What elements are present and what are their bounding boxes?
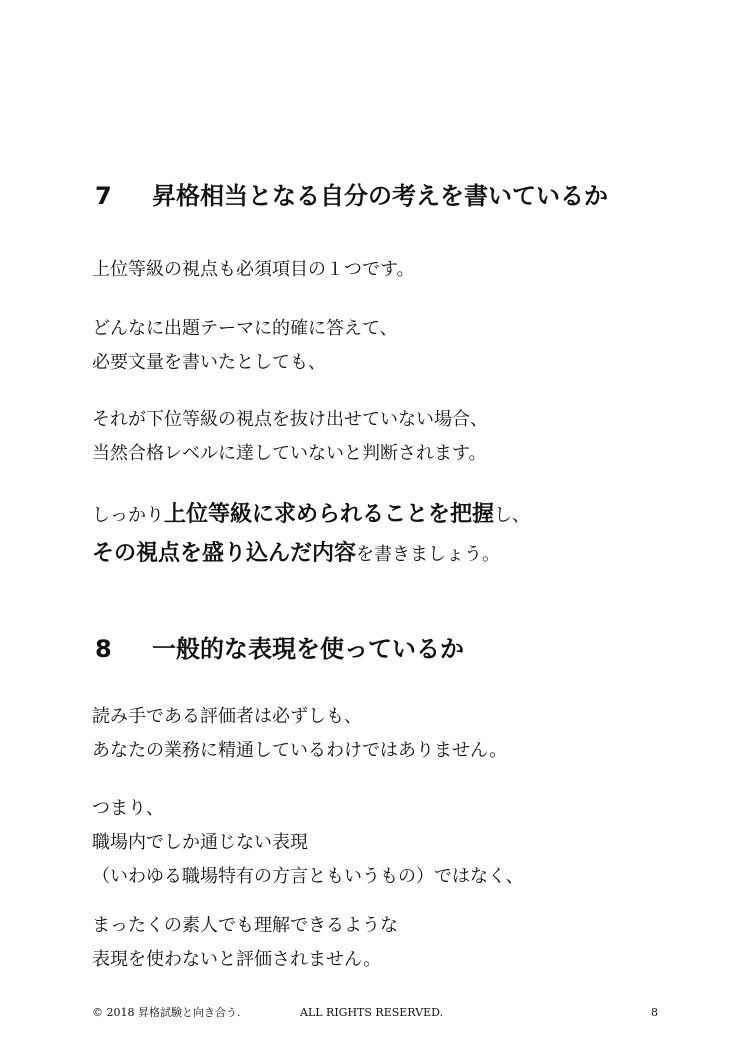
section-8-heading	[95, 633, 464, 665]
plain-text: しっかり	[92, 505, 164, 526]
section-8-number: 8	[95, 635, 112, 663]
section-7-paragraph-1	[92, 253, 415, 287]
bold-text: 上位等級に求められることを把握	[164, 502, 495, 527]
text-line: （いわゆる職場特有の方言ともいうもの）ではなく、	[92, 866, 524, 887]
section-8-paragraph-2	[92, 792, 524, 894]
section-8-paragraph-3	[92, 909, 398, 977]
section-7-paragraph-3	[92, 403, 488, 471]
emphasis-line-1	[92, 496, 530, 535]
footer-rights: ALL RIGHTS RESERVED.	[300, 1006, 444, 1019]
section-7-heading	[95, 180, 608, 212]
text-line: つまり、	[92, 798, 164, 819]
text-line: まったくの素人でも理解できるような	[92, 915, 398, 936]
text-line: どんなに出題テーマに的確に答えて、	[92, 318, 398, 339]
text-line: 当然合格レベルに達していないと判断されます。	[92, 443, 487, 464]
footer-copyright: © 2018 昇格試験と向き合う.	[92, 1006, 241, 1019]
plain-text: し、	[494, 505, 531, 526]
plain-text: を書きましょう。	[356, 544, 501, 565]
text-line: それが下位等級の視点を抜け出せていない場合、	[92, 409, 488, 430]
text-line: 表現を使わないと評価されません。	[92, 949, 382, 970]
page-number: 8	[651, 1006, 658, 1019]
section-7-paragraph-2	[92, 312, 398, 380]
section-8-title: 一般的な表現を使っているか	[152, 635, 464, 663]
text-line: 必要文量を書いたとしても、	[92, 352, 326, 373]
section-8-paragraph-1	[92, 700, 507, 768]
text-line: あなたの業務に精通しているわけではありません。	[92, 740, 508, 761]
emphasis-line-2	[92, 535, 530, 574]
section-7-emphasis-paragraph	[92, 496, 530, 574]
text-line: 職場内でしか通じない表現	[92, 832, 308, 853]
section-7-title: 昇格相当となる自分の考えを書いているか	[152, 182, 608, 210]
text-line: 上位等級の視点も必須項目の１つです。	[92, 259, 415, 280]
text-line: 読み手である評価者は必ずしも、	[92, 706, 362, 727]
bold-text: その視点を盛り込んだ内容	[92, 541, 357, 566]
section-7-number: 7	[95, 182, 112, 210]
